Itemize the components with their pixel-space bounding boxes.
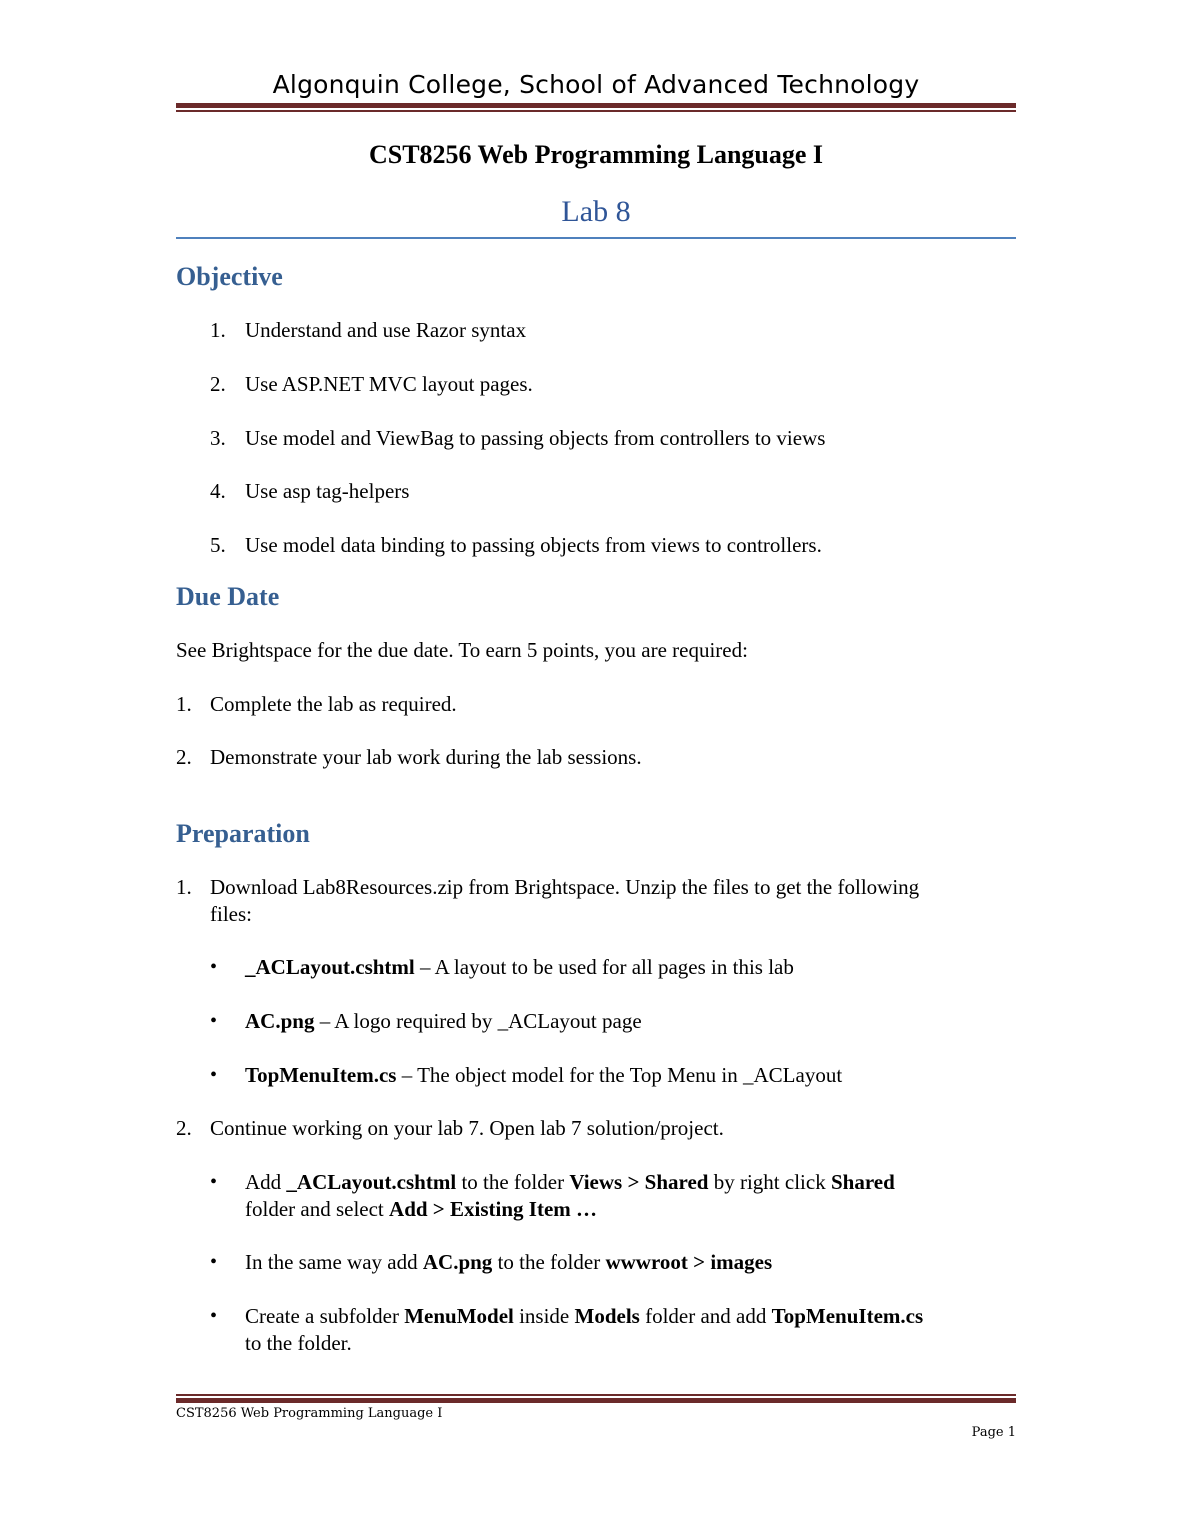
objective-heading: Objective: [176, 262, 283, 291]
list-number: 4.: [210, 479, 226, 503]
text: Add: [245, 1170, 287, 1194]
course-title: CST8256 Web Programming Language I: [368, 140, 824, 169]
bullet-item-line-1: [245, 1303, 923, 1330]
footer-rule-thin: [176, 1394, 1016, 1396]
bullet-item-line-2: to the folder.: [245, 1331, 352, 1355]
bullet-glyph: •: [210, 1064, 218, 1086]
bullet-glyph: •: [210, 1305, 218, 1327]
header-rule-thin: [176, 110, 1016, 112]
bullet-glyph: •: [210, 1251, 218, 1273]
list-number: 1.: [176, 692, 192, 716]
step-text: Continue working on your lab 7. Open lab 7 solution/project.: [210, 1116, 724, 1140]
list-number: 1.: [210, 318, 226, 342]
file-name: AC.png: [422, 1250, 493, 1274]
text: folder and select: [245, 1197, 390, 1221]
text: In the same way add: [245, 1250, 423, 1274]
list-item: Complete the lab as required.: [210, 692, 457, 716]
file-name: TopMenuItem.cs: [771, 1304, 924, 1328]
folder-path: wwwroot > images: [605, 1250, 773, 1274]
list-number: 1.: [176, 875, 192, 899]
lab-title: Lab 8: [561, 195, 631, 228]
bullet-item: [245, 1008, 642, 1035]
file-name: AC.png: [245, 1009, 315, 1033]
footer-rule-thick: [176, 1398, 1016, 1403]
bullet-glyph: •: [210, 956, 218, 978]
bullet-item: [245, 954, 794, 981]
page-header: Algonquin College, School of Advanced Technology: [272, 70, 920, 99]
text: by right click: [708, 1170, 831, 1194]
bullet-glyph: •: [210, 1010, 218, 1032]
text: folder and add: [639, 1304, 772, 1328]
step-text-line-2: files:: [210, 902, 252, 926]
list-item: Understand and use Razor syntax: [245, 318, 527, 342]
folder-path: Views > Shared: [569, 1170, 709, 1194]
file-description: – A logo required by _ACLayout page: [314, 1009, 642, 1033]
list-number: 2.: [210, 372, 226, 396]
text: to the folder: [456, 1170, 570, 1194]
list-item: Use model and ViewBag to passing objects from controllers to views: [245, 426, 826, 450]
list-number: 2.: [176, 745, 192, 769]
menu-path: Add > Existing Item …: [389, 1197, 598, 1221]
footer-course: CST8256 Web Programming Language I: [176, 1406, 443, 1421]
file-name: _ACLayout.cshtml: [286, 1170, 457, 1194]
file-description: – The object model for the Top Menu in _ACLayout: [396, 1063, 843, 1087]
footer-page-number: Page 1: [971, 1425, 1016, 1440]
text: Create a subfolder: [245, 1304, 405, 1328]
header-rule-thick: [176, 103, 1016, 108]
folder-name: Shared: [830, 1170, 895, 1194]
file-description: – A layout to be used for all pages in this lab: [414, 955, 794, 979]
file-name: _ACLayout.cshtml: [245, 955, 415, 979]
step-text-line-1: Download Lab8Resources.zip from Brightspace. Unzip the files to get the following: [210, 875, 920, 899]
folder-name: MenuModel: [404, 1304, 514, 1328]
list-item: Demonstrate your lab work during the lab sessions.: [210, 745, 642, 769]
list-item: Use ASP.NET MVC layout pages.: [245, 372, 533, 396]
text: inside: [513, 1304, 575, 1328]
bullet-glyph: •: [210, 1171, 218, 1193]
list-number: 2.: [176, 1116, 192, 1140]
list-number: 5.: [210, 533, 226, 557]
bullet-item-line-1: [245, 1169, 895, 1196]
due-date-heading: Due Date: [176, 582, 280, 611]
bullet-item-line-2: [245, 1196, 597, 1223]
bullet-item: [245, 1062, 842, 1089]
folder-name: Models: [574, 1304, 640, 1328]
list-item: Use model data binding to passing objects from views to controllers.: [245, 533, 822, 557]
title-rule: [176, 237, 1016, 239]
file-name: TopMenuItem.cs: [245, 1063, 397, 1087]
due-date-intro: See Brightspace for the due date. To earn 5 points, you are required:: [176, 638, 748, 662]
bullet-item: [245, 1249, 772, 1276]
list-item: Use asp tag-helpers: [245, 479, 410, 503]
text: to the folder: [492, 1250, 606, 1274]
preparation-heading: Preparation: [176, 819, 310, 848]
list-number: 3.: [210, 426, 226, 450]
